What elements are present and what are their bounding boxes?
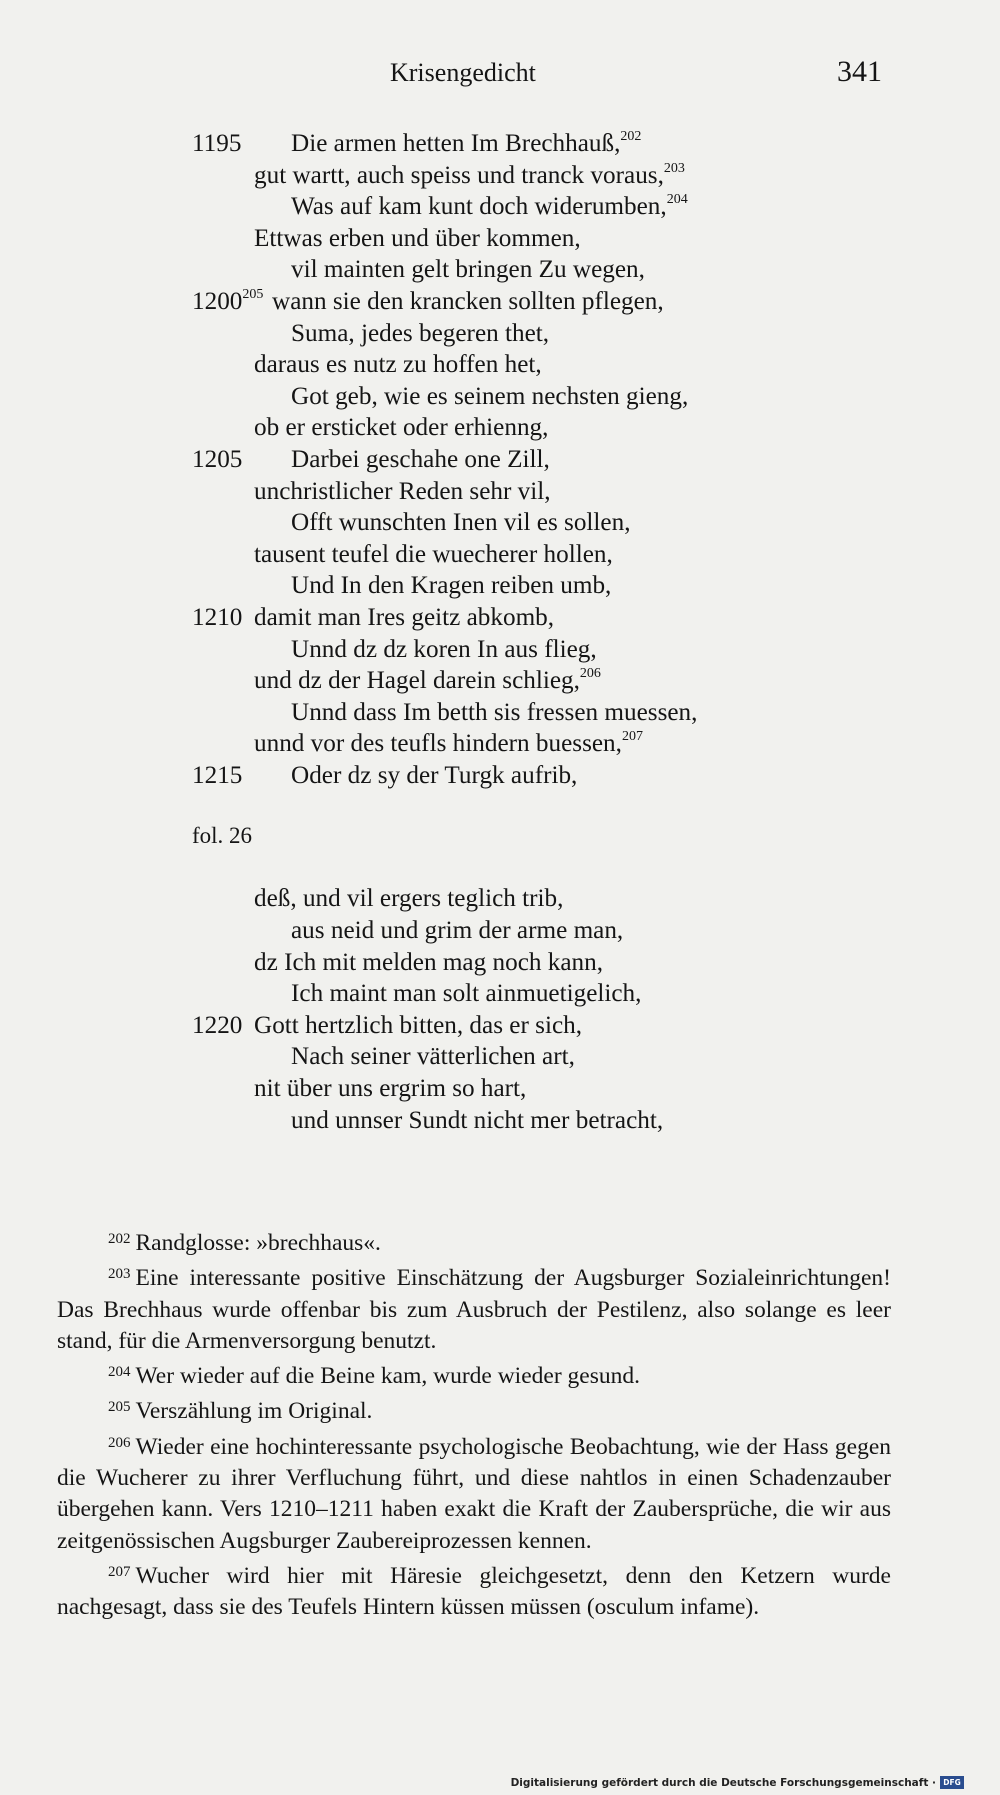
verse-text xyxy=(254,412,548,444)
verse-text-value: Got geb, wie es seinem nechsten gieng, xyxy=(291,382,689,410)
verse-line xyxy=(0,318,1000,350)
line-number-value: 1215 xyxy=(192,761,243,789)
footnote xyxy=(57,1357,891,1392)
verse-text xyxy=(254,602,554,634)
verse-text xyxy=(291,1041,575,1073)
verse-text xyxy=(254,947,603,979)
verse-text-value: Darbei geschahe one Zill, xyxy=(291,445,550,473)
footnote xyxy=(57,1428,891,1557)
poem-text xyxy=(0,128,1000,1136)
verse-text xyxy=(254,160,685,192)
footnote xyxy=(57,1557,891,1624)
verse-text-value: Ettwas erben und über kommen, xyxy=(254,224,581,252)
verse-text xyxy=(272,286,664,318)
footnote-ref: 204 xyxy=(666,192,688,208)
verse-text-value: Gott hertzlich bitten, das er sich, xyxy=(254,1011,583,1039)
verse-text xyxy=(291,191,688,223)
footnote-number: 205 xyxy=(108,1399,131,1416)
verse-text-value: Suma, jedes begeren thet, xyxy=(291,319,550,347)
verse-text xyxy=(254,883,563,915)
verse-text-value: wann sie den krancken sollten pflegen, xyxy=(272,287,664,315)
footnote-text: Wer wieder auf die Beine kam, wurde wieder gesund. xyxy=(135,1363,640,1390)
verse-text xyxy=(291,570,611,602)
verse-line xyxy=(0,1041,1000,1073)
line-number-value: 1205 xyxy=(192,445,243,473)
footnote-ref: 207 xyxy=(621,729,643,745)
verse-text-value: Unnd dass Im betth sis fressen muessen, xyxy=(291,698,698,726)
footnote xyxy=(57,1224,891,1259)
footnote-number: 207 xyxy=(108,1563,131,1580)
verse-text xyxy=(254,665,601,697)
footnote-text: Wucher wird hier mit Häresie gleichgesetzt, denn den Ketzern wurde nachgesagt, dass sie des Teufels Hintern küssen müssen (osculum infame). xyxy=(57,1562,891,1621)
verse-text xyxy=(254,476,551,508)
running-title: Krisengedicht xyxy=(390,58,536,87)
verse-text-value: gut wartt, auch speiss und tranck voraus, xyxy=(254,161,664,189)
verse-line xyxy=(0,412,1000,444)
digitization-credit xyxy=(511,1776,964,1789)
line-number xyxy=(192,286,263,318)
verse-text-value: nit über uns ergrim so hart, xyxy=(254,1075,527,1103)
verse-text xyxy=(291,254,645,286)
footnote-number: 206 xyxy=(108,1434,131,1451)
footnote-ref: 203 xyxy=(663,160,685,176)
verse-line xyxy=(0,381,1000,413)
line-number xyxy=(192,1010,242,1042)
verse-text-value: damit man Ires geitz abkomb, xyxy=(254,603,555,631)
verse-text xyxy=(291,318,549,350)
footnote-text: Verszählung im Original. xyxy=(135,1398,373,1425)
line-number xyxy=(192,128,241,160)
verse-text-value: Nach seiner vätterlichen art, xyxy=(291,1043,575,1071)
verse-text xyxy=(254,223,581,255)
verse-text-value: tausent teufel die wuecherer hollen, xyxy=(254,540,613,568)
footnote-text: Eine interessante positive Einschätzung der Augsburger Sozialeinrichtungen! Das Brechhaus wurde offenbar bis zum Ausbruch der Pestilenz, also solange es leer stand, für die Armenversorgung benutzt. xyxy=(57,1265,891,1354)
line-number-value: 1210 xyxy=(192,603,243,631)
verse-line xyxy=(0,254,1000,286)
footnote-text: Wieder eine hochinteressante psychologische Beobachtung, wie der Hass gegen die Wucherer zu ihrer Verfluchung führt, und diese nahtlos in einen Schadenzauber übergehen kann. Vers 1210–1211 haben exakt die Kraft der Zaubersprüche, die wir aus zeitgenössischen Augsburger Zaubereiprozessen kennen. xyxy=(57,1433,891,1554)
verse-line xyxy=(0,444,1000,476)
footnote xyxy=(57,1259,891,1357)
verse-text xyxy=(254,539,613,571)
verse-block-1 xyxy=(0,128,1000,791)
page-number: 341 xyxy=(837,55,882,88)
verse-text-value: Was auf kam kunt doch widerumben, xyxy=(291,193,667,221)
verse-line xyxy=(0,728,1000,760)
verse-line xyxy=(0,1105,1000,1137)
verse-line xyxy=(0,697,1000,729)
line-number-value: 1195 xyxy=(192,130,242,157)
verse-text xyxy=(254,1010,582,1042)
footnote-ref: 202 xyxy=(620,129,642,144)
footnote xyxy=(57,1392,891,1427)
dfg-logo-icon: DFG xyxy=(940,1776,964,1789)
verse-text-value: dz Ich mit melden mag noch kann, xyxy=(254,948,604,976)
verse-line xyxy=(0,160,1000,192)
verse-line xyxy=(0,1073,1000,1105)
verse-text-value: vil mainten gelt bringen Zu wegen, xyxy=(291,256,645,284)
footnote-ref: 205 xyxy=(242,286,264,302)
verse-text-value: Unnd dz dz koren In aus flieg, xyxy=(291,635,597,663)
verse-block-2 xyxy=(0,883,1000,1136)
line-number xyxy=(192,760,242,792)
verse-line xyxy=(0,570,1000,602)
verse-text xyxy=(291,128,641,160)
verse-text-value: daraus es nutz zu hoffen het, xyxy=(254,351,542,379)
footnote-number: 202 xyxy=(108,1231,131,1247)
verse-text-value: Ich maint man solt ainmuetigelich, xyxy=(291,980,642,1008)
verse-line xyxy=(0,223,1000,255)
verse-text-value: ob er ersticket oder erhienng, xyxy=(254,414,549,442)
verse-line xyxy=(0,1010,1000,1042)
verse-text xyxy=(291,634,597,666)
verse-text-value: Die armen hetten Im Brechhauß, xyxy=(291,130,621,157)
verse-line xyxy=(0,507,1000,539)
verse-text-value: deß, und vil ergers teglich trib, xyxy=(254,885,564,913)
verse-text xyxy=(291,697,697,729)
verse-text xyxy=(291,381,688,413)
verse-text xyxy=(291,760,577,792)
verse-text xyxy=(254,1073,526,1105)
line-number xyxy=(192,602,242,634)
footnote-number: 203 xyxy=(108,1266,131,1283)
verse-text xyxy=(291,507,631,539)
verse-text-value: Oder dz sy der Turgk aufrib, xyxy=(291,761,578,789)
verse-line xyxy=(0,128,1000,160)
line-number xyxy=(192,444,242,476)
verse-line xyxy=(0,349,1000,381)
verse-line xyxy=(0,602,1000,634)
footnotes xyxy=(57,1224,891,1624)
verse-line xyxy=(0,539,1000,571)
verse-text xyxy=(291,978,641,1010)
verse-line xyxy=(0,665,1000,697)
verse-text-value: und dz der Hagel darein schlieg, xyxy=(254,667,580,695)
verse-text-value: und unnser Sundt nicht mer betracht, xyxy=(291,1106,664,1134)
verse-line xyxy=(0,634,1000,666)
folio-marker xyxy=(0,809,1000,863)
verse-line xyxy=(0,978,1000,1010)
credit-text: Digitalisierung gefördert durch die Deutsche Forschungsgemeinschaft · xyxy=(510,1776,936,1789)
verse-line xyxy=(0,947,1000,979)
verse-line xyxy=(0,915,1000,947)
verse-text xyxy=(291,1105,663,1137)
verse-text-value: Offt wunschten Inen vil es sollen, xyxy=(291,509,631,537)
verse-text xyxy=(254,728,643,760)
verse-text-value: aus neid und grim der arme man, xyxy=(291,917,624,945)
verse-line xyxy=(0,476,1000,508)
verse-line xyxy=(0,191,1000,223)
folio-label: fol. 26 xyxy=(192,823,253,849)
verse-line xyxy=(0,883,1000,915)
verse-text-value: unnd vor des teufls hindern buessen, xyxy=(254,730,622,758)
line-number-value: 1200 xyxy=(192,287,243,315)
verse-text xyxy=(291,915,623,947)
verse-line xyxy=(0,286,1000,318)
line-number-value: 1220 xyxy=(192,1011,243,1039)
footnote-number: 204 xyxy=(108,1364,131,1381)
verse-text xyxy=(291,444,550,476)
verse-text xyxy=(254,349,542,381)
footnote-ref: 206 xyxy=(579,666,601,682)
verse-text-value: unchristlicher Reden sehr vil, xyxy=(254,477,551,505)
footnote-text: Randglosse: »brechhaus«. xyxy=(135,1230,381,1256)
verse-text-value: Und In den Kragen reiben umb, xyxy=(291,572,612,600)
verse-line xyxy=(0,760,1000,792)
